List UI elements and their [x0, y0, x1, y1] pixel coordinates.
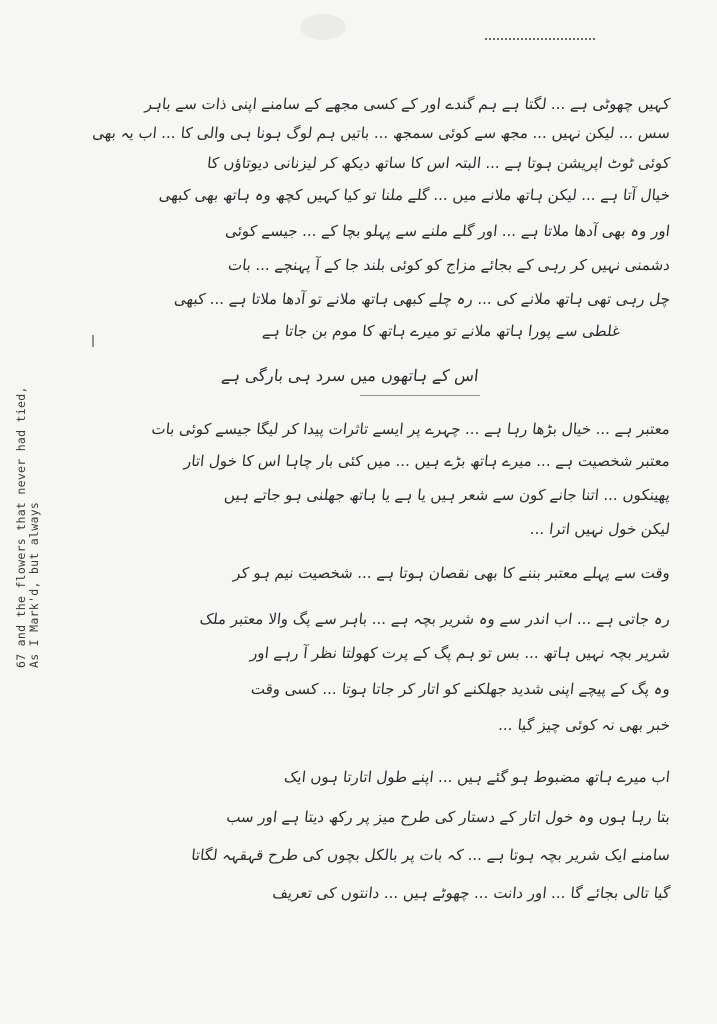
text-line: شریر بچہ نہیں ہاتھ ... بس تو ہم پگ کے پرت کھولتا نظر آ رہے اور — [249, 644, 671, 662]
text-line: رہ جاتی ہے ... اب اندر سے وہ شریر بچہ ہے ... باہر سے پگ والا معتبر ملک — [198, 610, 671, 628]
text-line: وقت سے پہلے معتبر بننے کا بھی نقصان ہوتا ہے ... شخصیت نیم ہو کر — [232, 564, 671, 582]
section-heading: اس کے ہاتھوں میں سرد ہی بارگی ہے — [220, 366, 480, 385]
text-line: خبر بھی نہ کوئی چیز گیا ... — [497, 716, 671, 734]
text-line: کہیں چھوٹی ہے ... لگتا ہے ہم گندے اور کے کسی مجھے کے سامنے اپنی ذات سے باہر — [144, 95, 671, 113]
text-line: چل رہی تھی ہاتھ ملانے کی ... رہ چلے کبھی ہاتھ ملانے تو آدھا ملاتا ہے ... کبھی — [173, 290, 671, 308]
pen-stroke — [360, 395, 480, 396]
text-line: اور وہ بھی آدھا ملاتا ہے ... اور گلے ملنے سے پہلو بچا کے ... جیسے کوئی — [224, 222, 671, 240]
text-line: سس ... لیکن نہیں ... مجھ سے کوئی سمجھ ... باتیں ہم لوگ ہونا ہی والی کا ... اب یہ بھی — [91, 124, 671, 142]
dotted-mark — [485, 38, 595, 46]
text-line: سامنے ایک شریر بچہ ہوتا ہے ... کہ بات پر بالکل بچوں کی طرح قہقہہ لگاتا — [190, 846, 671, 864]
text-line: غلطی سے پورا ہاتھ ملانے تو میرے ہاتھ کا موم بن جاتا ہے — [261, 322, 621, 340]
side-note-line-1: 67 and the flowers that never had tied, — [14, 386, 28, 668]
text-line: معتبر ہے ... خیال بڑھا رہا ہے ... چہرے پر ایسے تاثرات پیدا کر لیگا جیسے کوئی بات — [150, 420, 671, 438]
text-line: کوئی ٹوٹ اپریشن ہوتا ہے ... البتہ اس کا ساتھ دیکھ کر لیزنانی دیوتاؤں کا — [206, 154, 671, 172]
text-line: معتبر شخصیت ہے ... میرے ہاتھ بڑے ہیں ... میں کئی بار چاہا اس کا خول اتار — [183, 452, 671, 470]
text-line: گیا تالی بجائے گا ... اور دانت ... چھوٹے ہیں ... دانتوں کی تعریف — [271, 884, 671, 902]
pen-stroke — [92, 335, 94, 347]
text-line: پھینکوں ... اتنا جانے کون سے شعر ہیں یا ہے یا ہاتھ جھلنی ہو جاتے ہیں — [223, 486, 671, 504]
side-note-line-2: As I Mark'd, but always — [27, 501, 41, 668]
text-line: وہ پگ کے پیچے اپنی شدید جھلکنے کو اتار کر جاتا ہوتا ... کسی وقت — [250, 680, 671, 698]
text-line: اب میرے ہاتھ مضبوط ہو گئے ہیں ... اپنے طول اتارتا ہوں ایک — [283, 768, 671, 786]
text-line: خیال آتا ہے ... لیکن ہاتھ ملانے میں ... گلے ملنا تو کیا کہیں کچھ وہ ہاتھ بھی کبھی — [158, 186, 671, 204]
paper-stain — [300, 14, 346, 40]
side-margin-note — [15, 368, 41, 668]
text-line: بتا رہا ہوں وہ خول اتار کے دستار کی طرح میز پر رکھ دیتا ہے اور سب — [225, 808, 671, 826]
text-line: دشمنی نہیں کر رہی کے بجائے مزاج کو کوئی بلند جا کے آ پہنچے ... بات — [227, 256, 671, 274]
text-line: لیکن خول نہیں اترا ... — [529, 520, 671, 538]
